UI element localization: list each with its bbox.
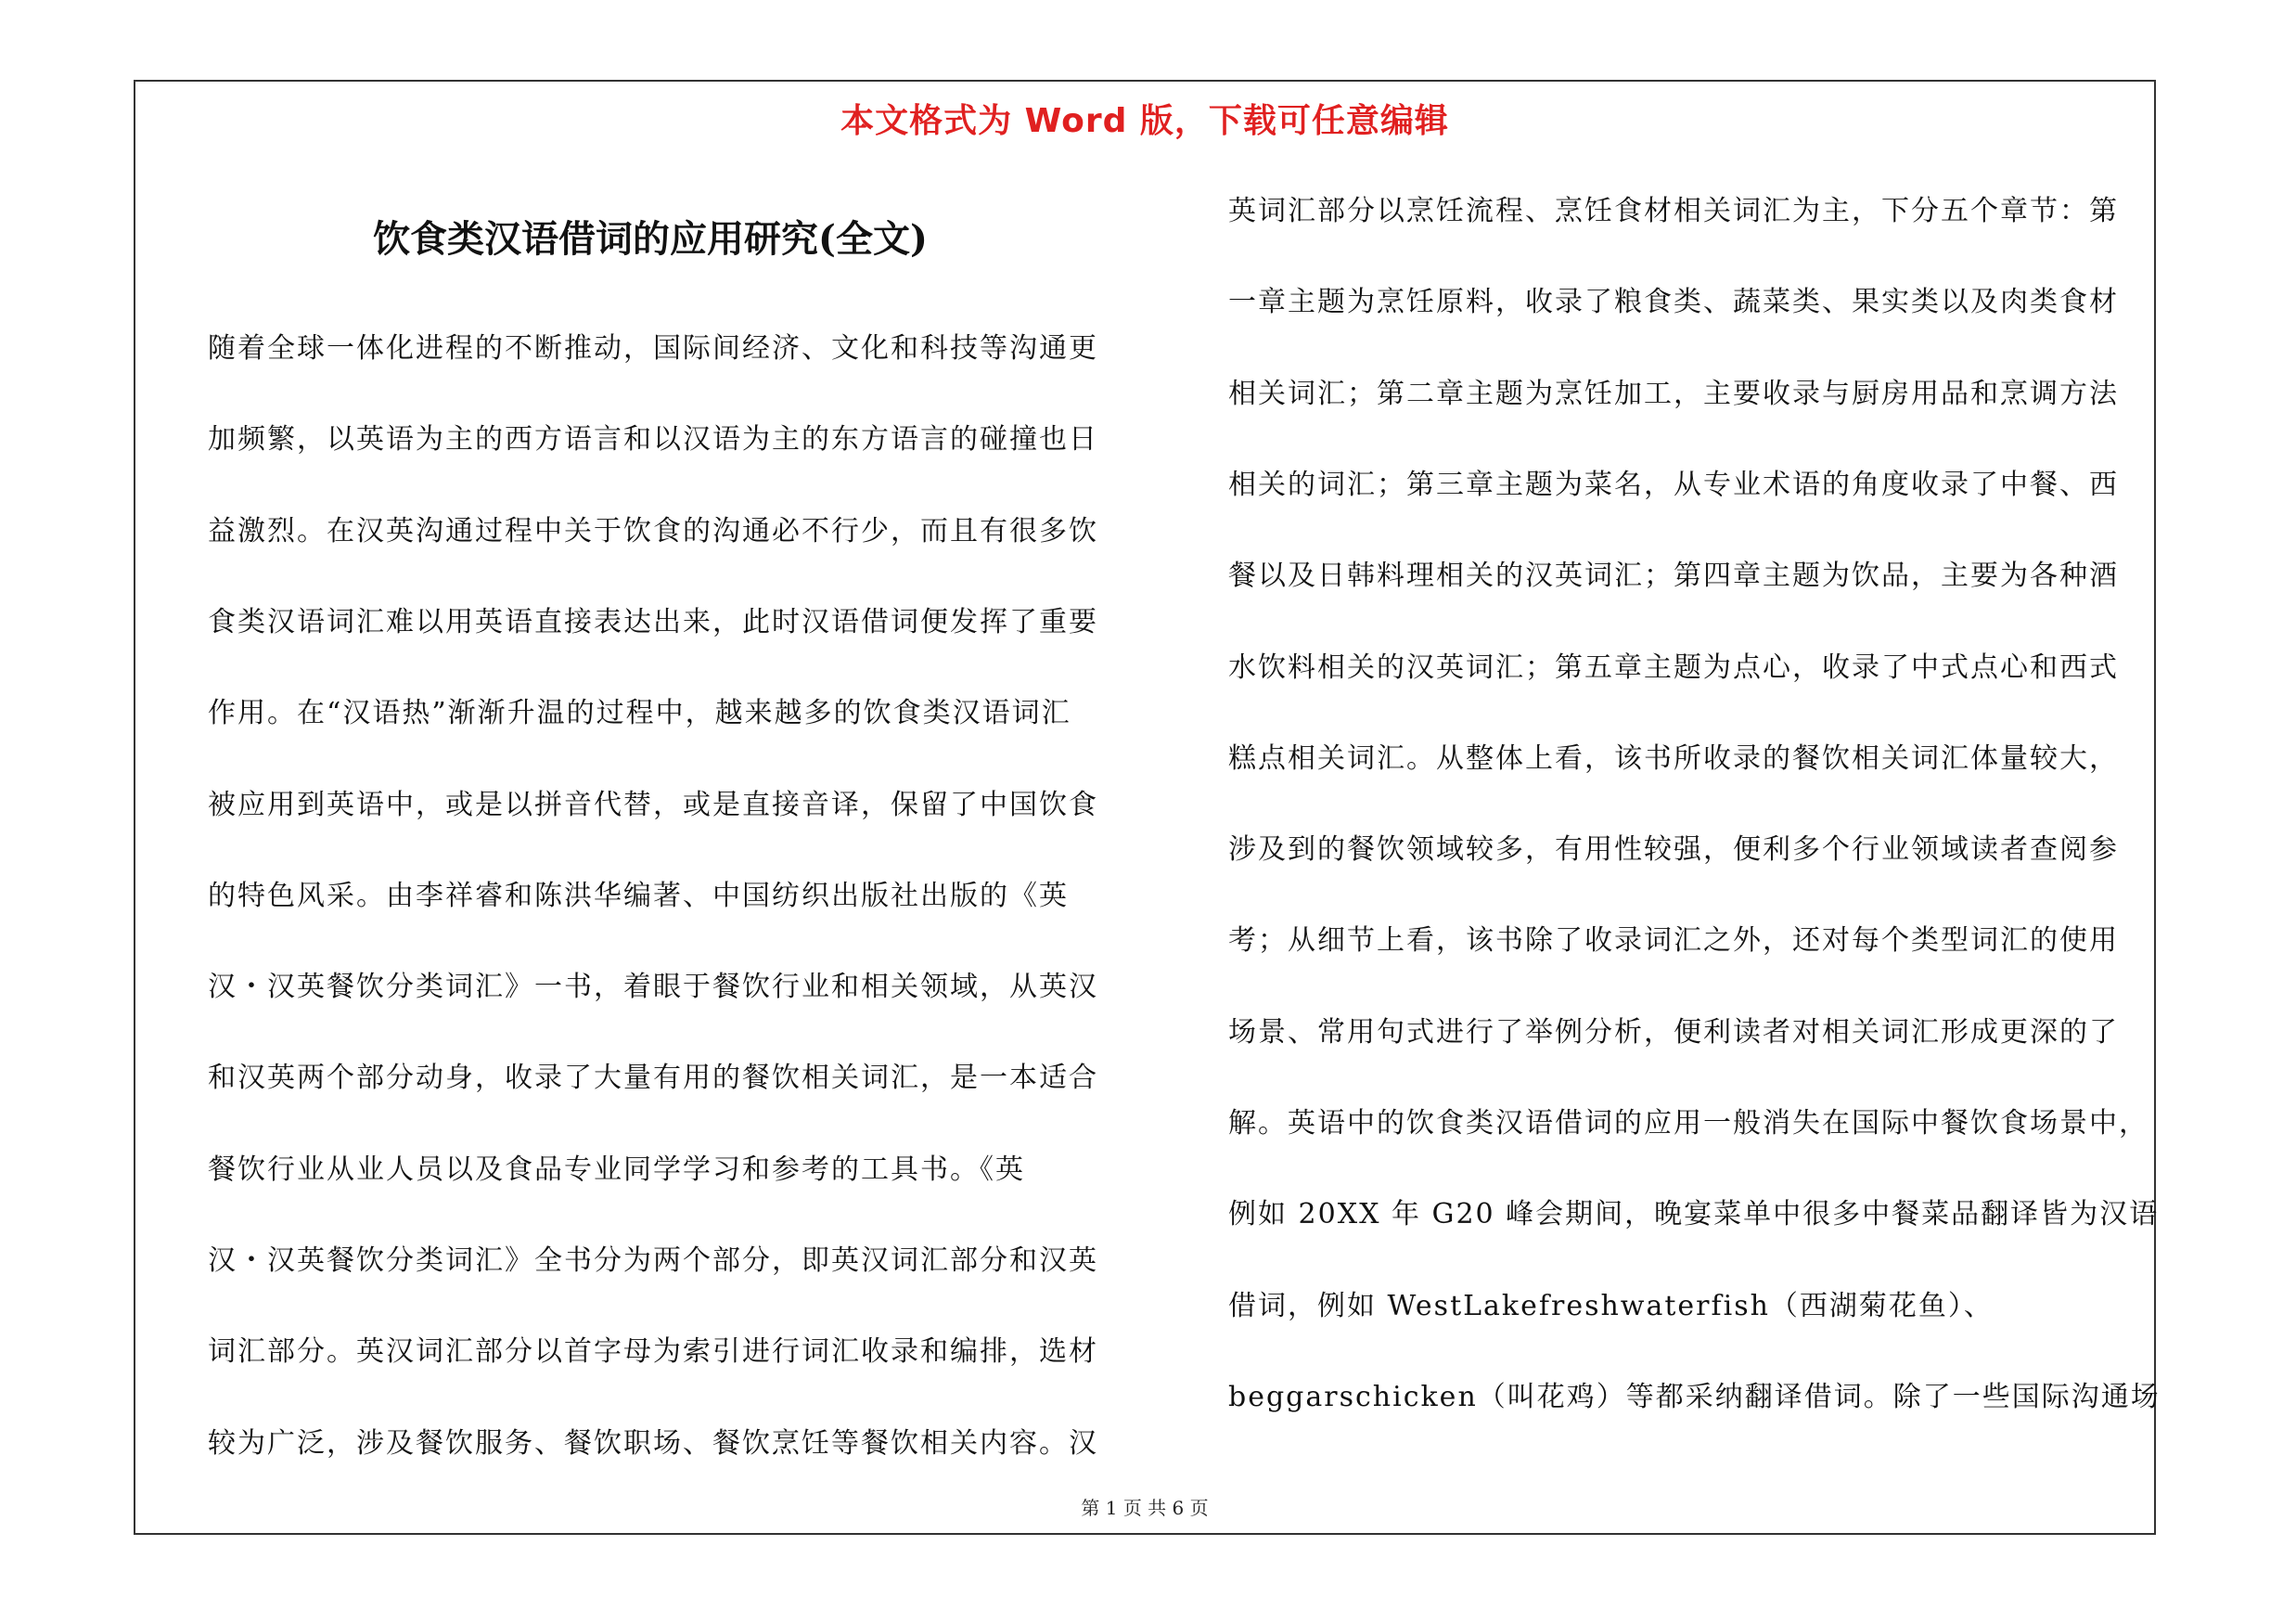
text-line: 被应用到英语中，或是以拼音代替，或是直接音译，保留了中国饮食 bbox=[208, 788, 1098, 821]
text-line: 相关的词汇；第三章主题为菜名，从专业术语的角度收录了中餐、西 bbox=[1228, 468, 2119, 501]
text-line: 食类汉语词汇难以用英语直接表达出来，此时汉语借词便发挥了重要 bbox=[208, 605, 1098, 638]
document-title: 饮食类汉语借词的应用研究(全文) bbox=[373, 217, 928, 261]
text-line: 水饮料相关的汉英词汇；第五章主题为点心，收录了中式点心和西式 bbox=[1228, 650, 2119, 684]
text-line: 解。英语中的饮食类汉语借词的应用一般消失在国际中餐饮食场景中， bbox=[1228, 1107, 2148, 1140]
text-line: 相关词汇；第二章主题为烹饪加工，主要收录与厨房用品和烹调方法 bbox=[1228, 377, 2119, 410]
text-line: 的特色风采。由李祥睿和陈洪华编著、中国纺织出版社出版的《英 bbox=[208, 879, 1069, 912]
text-line: 餐以及日韩料理相关的汉英词汇；第四章主题为饮品，主要为各种酒 bbox=[1228, 560, 2119, 593]
text-line: 益激烈。在汉英沟通过程中关于饮食的沟通必不行少，而且有很多饮 bbox=[208, 514, 1098, 547]
text-line: 借词，例如 WestLakefreshwaterfish（西湖菊花鱼）、 bbox=[1228, 1289, 1994, 1322]
format-notice-banner: 本文格式为 Word 版，下载可任意编辑 bbox=[840, 102, 1449, 140]
text-line: 涉及到的餐饮领域较多，有用性较强，便利多个行业领域读者查阅参 bbox=[1228, 833, 2119, 867]
document-page bbox=[134, 80, 2161, 1535]
text-line: 糕点相关词汇。从整体上看，该书所收录的餐饮相关词汇体量较大， bbox=[1228, 741, 2119, 775]
page-number-footer: 第 1 页 共 6 页 bbox=[1081, 1497, 1209, 1519]
text-line: 一章主题为烹饪原料，收录了粮食类、蔬菜类、果实类以及肉类食材 bbox=[1228, 286, 2119, 319]
text-line: 汉・汉英餐饮分类词汇》一书，着眼于餐饮行业和相关领域，从英汉 bbox=[208, 971, 1098, 1004]
text-line: 作用。在“汉语热”渐渐升温的过程中，越来越多的饮食类汉语词汇 bbox=[208, 697, 1071, 730]
text-line: 和汉英两个部分动身，收录了大量有用的餐饮相关词汇，是一本适合 bbox=[208, 1062, 1098, 1095]
text-line: 场景、常用句式进行了举例分析，便利读者对相关词汇形成更深的了 bbox=[1228, 1015, 2119, 1049]
text-line: beggarschicken（叫花鸡）等都采纳翻译借词。除了一些国际沟通场 bbox=[1228, 1380, 2161, 1413]
text-line: 考；从细节上看，该书除了收录词汇之外，还对每个类型词汇的使用 bbox=[1228, 924, 2119, 958]
text-line: 随着全球一体化进程的不断推动，国际间经济、文化和科技等沟通更 bbox=[208, 332, 1098, 365]
text-line: 英词汇部分以烹饪流程、烹饪食材相关词汇为主，下分五个章节：第 bbox=[1228, 195, 2119, 227]
text-line: 加频繁，以英语为主的西方语言和以汉语为主的东方语言的碰撞也日 bbox=[208, 423, 1098, 457]
text-line: 餐饮行业从业人员以及食品专业同学学习和参考的工具书。《英 bbox=[208, 1153, 1025, 1186]
text-line: 例如 20XX 年 G20 峰会期间，晚宴菜单中很多中餐菜品翻译皆为汉语 bbox=[1228, 1198, 2160, 1231]
text-line: 汉・汉英餐饮分类词汇》全书分为两个部分，即英汉词汇部分和汉英 bbox=[208, 1244, 1098, 1277]
text-line: 较为广泛，涉及餐饮服务、餐饮职场、餐饮烹饪等餐饮相关内容。汉 bbox=[208, 1426, 1098, 1460]
text-line: 词汇部分。英汉词汇部分以首字母为索引进行词汇收录和编排，选材 bbox=[208, 1335, 1098, 1369]
